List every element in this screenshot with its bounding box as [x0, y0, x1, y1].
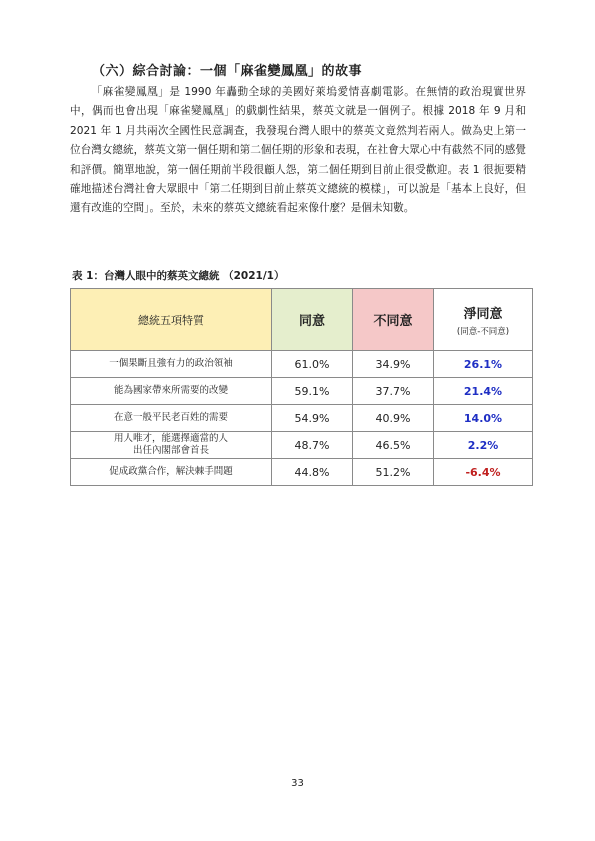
net-cell: 14.0%	[434, 405, 533, 432]
body-paragraph	[70, 83, 526, 219]
header-trait: 總統五項特質	[71, 289, 272, 351]
header-net-sub: (同意-不同意)	[456, 326, 510, 337]
header-disagree: 不同意	[353, 289, 434, 351]
trait-cell: 促成政黨合作，解決棘手問題	[71, 459, 272, 486]
survey-table	[70, 288, 533, 486]
paragraph-text: 「麻雀變鳳凰」是 1990 年轟動全球的美國好萊塢愛情喜劇電影。在無情的政治現實世界中，偶而也會出現「麻雀變鳳凰」的戲劇性結果，蔡英文就是一個例子。根據 2018 年 9 月和 2021 年 1 月共兩次全國性民意調查，我發現台灣人眼中的蔡英文竟然判若兩人。做為史上第一位台灣女總統，蔡英文第一個任期和第二個任期的形象和表現，在社會大眾心中有截然不同的感覺和評價。簡單地說，第一個任期前半段很顧人怨，第二個任期到目前止很受歡迎。表 1 很扼要精確地描述台灣社會大眾眼中「第二任期到目前止蔡英文總統的模樣」，可以說是「基本上良好，但還有改進的空間」。至於，未來的蔡英文總統看起來像什麼？是個未知數。	[70, 86, 526, 215]
trait-cell: 能為國家帶來所需要的改變	[71, 378, 272, 405]
net-cell: 21.4%	[434, 378, 533, 405]
net-cell: -6.4%	[434, 459, 533, 486]
section-heading: （六）綜合討論：一個「麻雀變鳳凰」的故事	[92, 64, 363, 79]
header-net	[434, 289, 533, 351]
page-number: 33	[291, 778, 304, 789]
table-caption: 表 1：台灣人眼中的蔡英文總統 （2021/1）	[72, 270, 285, 282]
table-row	[71, 432, 533, 459]
net-cell: 26.1%	[434, 351, 533, 378]
disagree-cell: 51.2%	[353, 459, 434, 486]
table-row	[71, 378, 533, 405]
trait-line-1: 用人唯才，能選擇適當的人	[113, 433, 228, 444]
trait-cell: 在意一般平民老百姓的需要	[71, 405, 272, 432]
disagree-cell: 37.7%	[353, 378, 434, 405]
header-net-label: 淨同意	[463, 306, 503, 322]
table-row	[71, 459, 533, 486]
table-row	[71, 351, 533, 378]
disagree-cell: 46.5%	[353, 432, 434, 459]
agree-cell: 59.1%	[272, 378, 353, 405]
agree-cell: 44.8%	[272, 459, 353, 486]
disagree-cell: 40.9%	[353, 405, 434, 432]
agree-cell: 54.9%	[272, 405, 353, 432]
agree-cell: 61.0%	[272, 351, 353, 378]
disagree-cell: 34.9%	[353, 351, 434, 378]
header-agree: 同意	[272, 289, 353, 351]
net-cell: 2.2%	[434, 432, 533, 459]
table-header-row	[71, 289, 533, 351]
trait-cell: 一個果斷且強有力的政治領袖	[71, 351, 272, 378]
trait-cell	[71, 432, 272, 459]
agree-cell: 48.7%	[272, 432, 353, 459]
table-row	[71, 405, 533, 432]
trait-line-2: 出任內閣部會首長	[132, 445, 209, 456]
